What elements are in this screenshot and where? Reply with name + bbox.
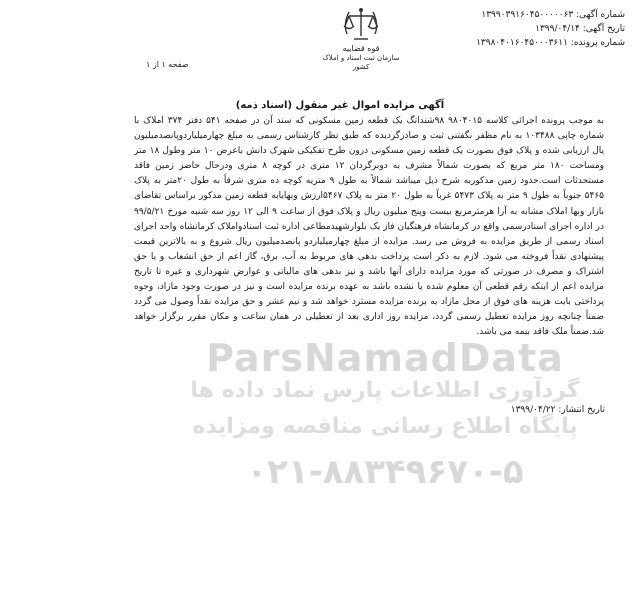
notice-meta [425,8,625,50]
watermark-line2: گردآوری اطلاعات پارس نماد داده ها [190,378,580,403]
publish-date: تاریخ انتشار: ۱۳۹۹/۰۴/۲۲ [510,405,605,415]
notice-title: آگهی مزایده اموال غیر منقول (اسناد ذمه) [235,100,445,111]
notice-body: به موجب پرونده اجرائی کلاسه ۹۸۰۴۰۱۵ ۹۸شنداتگ یک قطعه زمین مسکونی که سند آن در صفحه ۵۴۱ دفتر ۳۷۴ املاک با شماره چاپی ۱۰۳۴۸۸ به نام مظفر نگفتنی ثبت و صادرگردیده که طبق نظر کارشناس رسمی به مبلغ چهارمیلیاردوپانصدمیلیون یال ارزیابی شده و پلاک فوق بصورت یک قطعه زمین مسکونی درون طرح تفکیکی شهرک دانش باعرض ۱۰ متر وطول ۱۸ متر ومساحت ۱۸۰ متر مربع که بصورت شمالاً مشرف به دوبرگردان ۱۲ متری در کوچه ۸ متری ودرحال حاضر زمین فاقد مستحدثات است.حدود زمین مذکوربه شرح ذیل میباشد شمالاً به طول ۹ متریه کوچه ده متری شرقاً به طول ۲۰متر به پلاک ۵۴۶۵ جنوباً به طول ۹ متر به پلاک ۵۴۷۳ غرباً به طول ۲۰ متر به پلاک ۵۴۶۷ارزش وبهایابه قطعه زمین مذکور براساس تقاضای بازار وبها املاک مشابه به آرا هرمترمربع بیست وپنج میلیون ریال و پلاک فوق از ساعت ۹ الی ۱۲ روز سه شنبه مورخ ۹۹/۵/۲۱ در اداره اجرای اسنادرسمی واقع در کرمانشاه فرهنگیان فاز یک بلوارشهیدمطاعی اداره ثبت اسنادواملاک کرمانشاه واحد اجرای اسناد رسمی از طریق مزایده به فروش می رسد. مزایده از مبلغ چهارمیلیاردو پانصدمیلیون ریال شروع و به بالاترین قیمت پیشنهادی نقداً فروخته می شود. لازم به ذکر است پرداخت بدهی های مربوط به آب، برق، گاز اعم از حق انشعاب و یا حق اشتراک و مصرف در صورتی که مورد مزایده دارای آنها باشد و نیز بدهی های مالیاتی و عوارض شهرداری و غیره تا تاریخ مزایده اعم از اینکه رقم قطعی آن معلوم شده یا نشده باشد به عهده برنده مزایده است و نیز در صورت وجود مازاد، وجوه پرداختی بابت هزینه های فوق از محل مازاد به برنده مزایده مسترد خواهد شد و نیم عشر و حق مزایده نقداً وصول می گردد ضمناً چنانچه روز مزایده تعطیل رسمی گردد، مزایده روز اداری بعد از تعطیلی در همان ساعت و مکان مقرر برگزار خواهد شد.ضمناً ملک فاقد بیمه می باشد. [134,116,605,338]
notice-date: تاریخ آگهی: ۱۳۹۹/۰۴/۱۴ [535,24,625,34]
org-name-line1: قوه قضاییه [342,44,380,53]
scales-emblem-icon [341,6,381,44]
watermark-line3: پایگاه اطلاع رسانی مناقصه ومزایده [192,414,578,439]
watermark-brand: ParsNamadData [206,336,564,380]
page-number: صفحه ۱ از ۱ [146,60,189,69]
notice-number: شماره آگهی: ۱۳۹۹۰۳۹۱۶۰۴۵۰۰۰۰۰۶۳ [481,10,625,20]
org-name-line2: سازمان ثبت اسناد و املاک کشور [322,54,400,71]
judiciary-logo [316,6,406,78]
file-number: شماره پرونده: ۱۳۹۸۰۴۰۱۶۰۴۵۰۰۰۳۶۱۱ [476,38,625,48]
watermark-phone: ۰۲۱-۸۸۳۴۹۶۷۰-۵ [246,452,524,492]
